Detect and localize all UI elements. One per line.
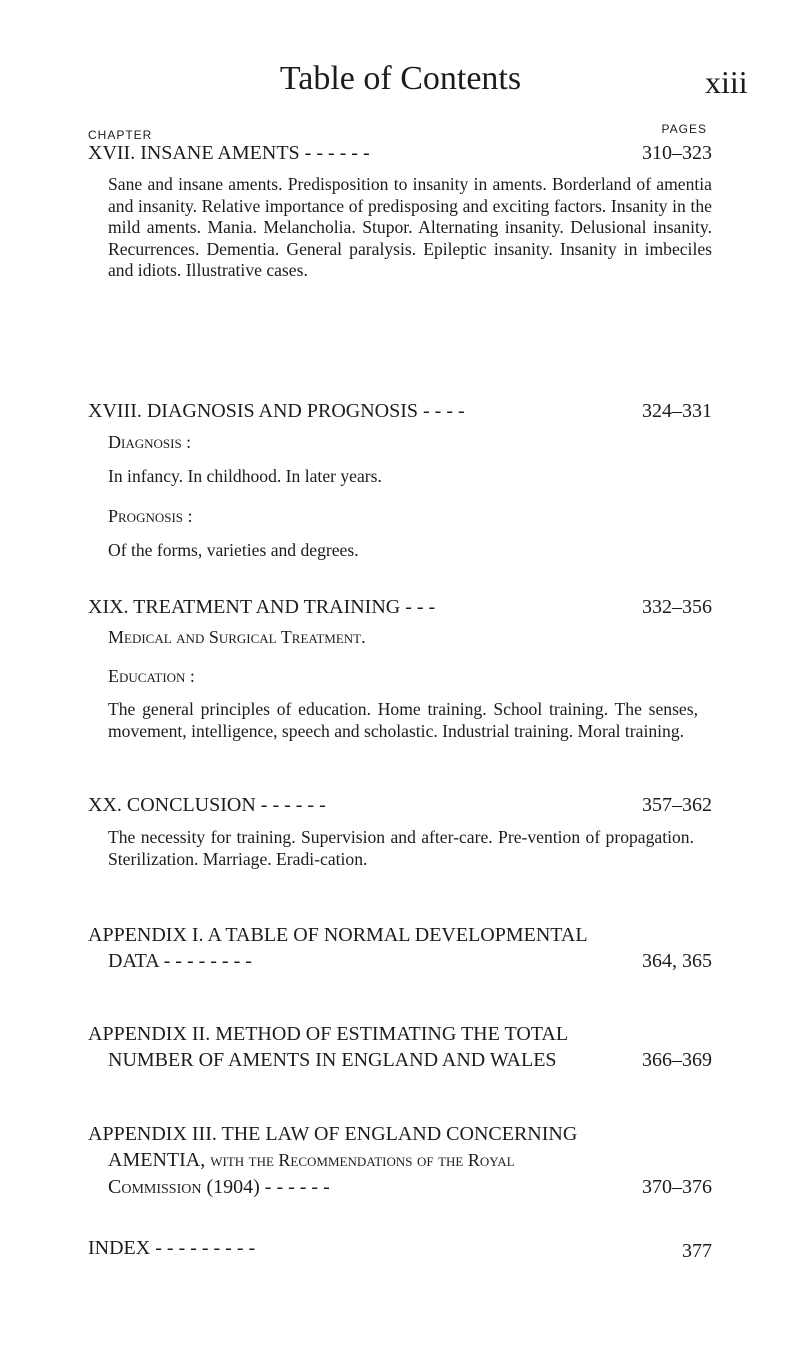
subsection-heading: Diagnosis : bbox=[108, 432, 192, 452]
appendix-title-continued: NUMBER OF AMENTS IN ENGLAND AND WALES bbox=[108, 1049, 557, 1071]
appendix-amentia: AMENTIA, bbox=[108, 1149, 206, 1171]
appendix-recommendations: with the Recommendations of the Royal bbox=[210, 1150, 515, 1170]
page-number: xiii bbox=[705, 64, 748, 100]
chapter-description: The general principles of education. Home training. School training. The senses, movement, intelligence, speech and scholastic. Industrial training. Moral training. bbox=[108, 699, 698, 741]
appendix-title: APPENDIX II. METHOD OF ESTIMATING THE TOTAL bbox=[88, 1023, 569, 1045]
appendix-pages: 366–369 bbox=[642, 1049, 712, 1071]
chapter-description: The necessity for training. Supervision and after-care. Pre-vention of propagation. Sterilization. Marriage. Eradi-cation. bbox=[108, 827, 694, 869]
appendix-commission: Commission (1904) - - - - - - bbox=[108, 1176, 330, 1198]
chapter-description: Sane and insane aments. Predisposition to insanity in aments. Borderland of amentia and insanity. Relative importance of predisposing and exciting factors. Insanity in the mild aments. Mania. Melancholia. Stupor. Alternating insanity. Delusional insanity. Recurrences. Dementia. General paralysis. Epileptic insanity. Insanity in imbeciles and idiots. Illustrative cases. bbox=[108, 174, 712, 280]
appendix-title-continued: DATA - - - - - - - - bbox=[108, 950, 252, 972]
index-pages: 377 bbox=[682, 1240, 712, 1262]
chapter-pages: 332–356 bbox=[642, 596, 712, 618]
appendix-title: APPENDIX I. A TABLE OF NORMAL DEVELOPMENTAL bbox=[88, 924, 588, 946]
subsection-text: In infancy. In childhood. In later years. bbox=[108, 466, 382, 486]
chapter-pages: 357–362 bbox=[642, 794, 712, 816]
chapter-title: XX. CONCLUSION - - - - - - bbox=[88, 794, 326, 816]
subsection-heading: Education : bbox=[108, 666, 195, 686]
index-title: INDEX - - - - - - - - - bbox=[88, 1237, 256, 1259]
appendix-pages: 370–376 bbox=[642, 1176, 712, 1198]
pages-label: PAGES bbox=[661, 122, 707, 136]
subsection-heading: Prognosis : bbox=[108, 506, 193, 526]
appendix-title: APPENDIX III. THE LAW OF ENGLAND CONCERNING bbox=[88, 1123, 578, 1145]
chapter-pages: 310–323 bbox=[642, 142, 712, 164]
subsection-text: Of the forms, varieties and degrees. bbox=[108, 540, 359, 560]
page-title: Table of Contents bbox=[279, 60, 522, 97]
chapter-title: XIX. TREATMENT AND TRAINING - - - bbox=[88, 596, 436, 618]
chapter-pages: 324–331 bbox=[642, 400, 712, 422]
chapter-title: XVII. INSANE AMENTS - - - - - - bbox=[88, 142, 370, 164]
appendix-pages: 364, 365 bbox=[642, 950, 712, 972]
appendix-title-continued bbox=[108, 1149, 515, 1172]
medical-treatment-heading: Medical and Surgical Treatment. bbox=[108, 627, 366, 647]
chapter-label: CHAPTER bbox=[88, 128, 153, 142]
chapter-title: XVIII. DIAGNOSIS AND PROGNOSIS - - - - bbox=[88, 400, 465, 422]
